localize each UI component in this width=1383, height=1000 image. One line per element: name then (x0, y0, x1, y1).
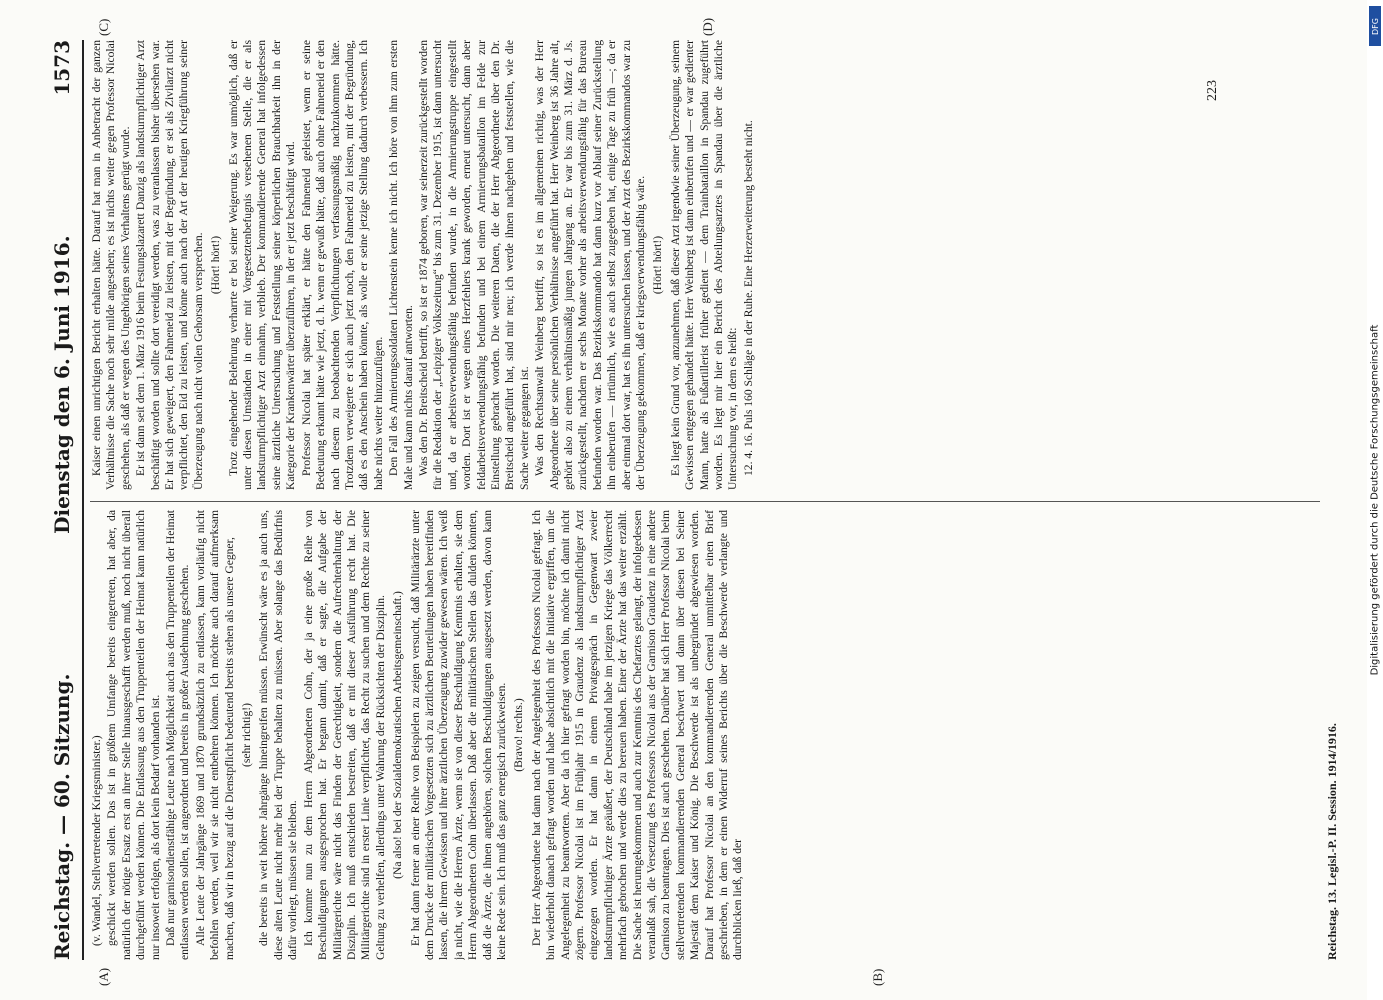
column-marker-b: (B) (870, 968, 885, 986)
paragraph: geschickt werden sollen. Das ist in größtem Umfange bereits eingetreten, hat aber, da natürlich der nötige Ersatz erst an ihrer Stelle hinausgeschafft werden muß, noch nicht überall durchgeführt werden können. Die Entlassung aus den Truppenteilen der Heimat kann natürlich nur insoweit erfolgen, als dort kein Bedarf vorhanden ist. (105, 510, 162, 960)
paragraph: Was den Rechtsanwalt Weinberg betrifft, so ist es im allgemeinen richtig, was der Herr Abgeordnete über seine persönlichen Verhältnisse angeführt hat. Herr Weinberg ist 36 Jahre alt, gehört also zu einem verhältnismäßig jungen Jahrgang an. Er war bis zum 31. März d. Js. zurückgestellt, nachdem er sechs Monate vorher als arbeitsverwendungsfähig für das Bureau befunden worden war. Das Bezirkskommando hat dann kurz vor Ablauf seiner Zurückstellung ihn einberufen — irrtümlich, wie es auch selbst zugegeben hat, einige Tage zu früh —; da er aber einmal dort war, hat es ihn untersuchen lassen, und der Arzt des Bezirkskommandos war zu der Überzeugung gekommen, daß er kriegsverwendungsfähig wäre. (533, 40, 648, 490)
paragraph: die bereits in weit höhere Jahrgänge hineingreifen müssen. Erwünscht wäre es ja auch uns, diese alten Leute nicht mehr bei der Truppe behalten zu müssen. Aber solange das Bedürfnis dafür vorliegt, müssen sie bleiben. (257, 510, 300, 960)
interjection: (sehr richtig!) (240, 702, 254, 768)
header-left: Reichstag. — 60. Sitzung. (50, 673, 74, 960)
interjection: (Hört! hört!) (209, 235, 223, 295)
page-header (20, 40, 84, 960)
quote: 12. 4. 16. Puls 160 Schläge in der Ruhe. Eine Herzerweiterung besteht nicht. (741, 120, 755, 476)
paragraph: Trotz eingehender Belehrung verharrte er bei seiner Weigerung. Es war unmöglich, daß er unter diesen Umständen in einer mit Vorgesetztenbefugnis versehenen Stelle, die er als landsturmpflichtiger Arzt einnahm, verblieb. Der kommandierende General hat infolgedessen seine ärztliche Untersuchung und Feststellung seiner körperlichen Brauchbarkeit ihn in der Kategorie der Krankenwärter überzuführen, in der er jetzt beschäftigt wird. (226, 40, 298, 490)
page-footer: Reichstag. 13. Legisl.-P. II. Session. 1914/1916. (1325, 723, 1339, 960)
paragraph: Den Fall des Armierungssoldaten Lichtenstein kenne ich nicht. Ich höre von ihm zum ersten Male und kann nichts darauf antworten. (387, 40, 415, 490)
sheet-number: 223 (1205, 80, 1220, 101)
paragraph: (v. Wandel, Stellvertretender Kriegsminister.) (90, 735, 103, 946)
column-divider (90, 501, 1320, 502)
interjection: (Hört! hört!) (651, 235, 665, 295)
paragraph: Daß nur garnisondienstfähige Leute nach Möglichkeit auch aus den Truppenteilen der Heimat entlassen werden sollen, ist angeordnet und bereits in großer Ausdehnung geschehen. (164, 510, 192, 960)
paragraph: Ich komme nun zu dem Herrn Abgeordneten Cohn, der ja eine große Reihe von Beschuldigungen ausgesprochen hat. Er begann damit, daß er sagte, die Aufgabe der Militärgerichte wäre nicht das Finden der Gerechtigkeit, sondern die Aufrechterhaltung der Disziplin. Ich muß entschieden bestreiten, daß er mit dieser Ausführung recht hat. Die Militärgerichte sind in erster Linie verpflichtet, das Recht zu suchen und dem Rechte zu seiner Geltung zu verhelfen, allerdings unter Wahrung der Rücksichten der Disziplin. (301, 510, 387, 960)
column-marker-c: (C) (96, 18, 111, 36)
interjection: (Na also! bei der Sozialdemokratischen Arbeitsgemeinschaft.) (391, 591, 405, 879)
paragraph: Alle Leute der Jahrgänge 1869 und 1870 grundsätzlich zu entlassen, kann vorläufig nicht befohlen werden, weil wir sie nicht entbehren können. Ich möchte auch darauf aufmerksam machen, daß wir in bezug auf die Dienstpflicht bedeutend bereits stehen als unsere Gegner, (193, 510, 236, 960)
paragraph: Er ist dann seit dem 1. März 1916 beim Festungslazarett Danzig als landsturmpflichtiger Arzt beschäftigt worden und sollte dort vereidigt werden, was zu veranlassen bisher übersehen war. Er hat sich geweigert, den Fahneneid zu leisten, mit der Begründung, er sei als Zivilarzt nicht verpflichtet, den Eid zu leisten, und könne auch nach der Art der heutigen Kriegführung seiner Überzeugung nach nicht vollen Gehorsam versprechen. (134, 40, 205, 490)
paragraph: Er hat dann ferner an einer Reihe von Beispielen zu zeigen versucht, daß Militärärzte unter dem Drucke der militärischen Vorgesetzten sich zu ärztlichen Beurteilungen haben bereitfinden lassen, die ihrem Gewissen und ihrer ärztlichen Überzeugung zuwider gewesen wären. Ich weiß ja nicht, wie die Herren Ärzte, wenn sie von dieser Beschuldigung Kenntnis erhalten, sie dem Herrn Abgeordneten Cohn überlassen. Daß aber die militärischen Stellen das dulden könnten, daß die Ärzte, die ihnen angehören, solchen Beschuldigungen ausgesetzt werden, davon kann keine Rede sein. Ich muß das ganz energisch zurückweisen. (408, 510, 508, 960)
header-date: Dienstag den 6. Juni 1916. (50, 235, 74, 534)
paragraph: Was den Dr. Breitscheid betrifft, so ist er 1874 geboren, war seinerzeit zurückgestellt worden für die Redaktion der „Leipziger Volkszeitung“ bis zum 31. Dezember 1915, ist dann untersucht und, da er arbeitsverwendungsfähig befunden wurde, in die Armierungstruppe eingestellt worden. Dort ist er wegen eines Herzfehlers krank geworden, erneut untersucht, dann aber feldarbeitsverwendungsfähig befunden und bei einem Armierungsbataillon im Felde zur Einstellung gebracht worden. Die weiteren Daten, die der Herr Abgeordnete über den Dr. Breitscheid angeführt hat, sind mir neu; ich werde ihnen nachgehen und feststellen, wie die Sache weiter gegangen ist. (416, 40, 531, 490)
paragraph: Kaiser einen unrichtigen Bericht erhalten hätte. Darauf hat man in Anbetracht der ganzen Verhältnisse die Sache noch sehr milde angesehen; es ist nichts weiter gegen Professor Nicolai geschehen, als daß er wegen des Ungehörigen seines Verhaltens gerügt wurde. (90, 40, 132, 490)
column-marker-d: (D) (700, 17, 715, 36)
paragraph: Der Herr Abgeordnete hat dann nach der Angelegenheit des Professors Nicolai gefragt. Ich bin wiederholt danach gefragt worden und habe absichtlich mit die Initiative ergriffen, um die Angelegenheit zu beantworten. Aber da ich hier gefragt worden bin, möchte ich damit nicht zögern. Professor Nicolai ist im Frühjahr 1915 in Graudenz als landsturmpflichtiger Arzt eingezogen worden. Er hat dann in einem Privatgespräch in Gegenwart zweier landsturmpflichtiger Ärzte geäußert, der Deutschland habe im jetzigen Kriege das Völkerrecht mehrfach gebrochen und werde dies zu bereuen haben. Einer der Ärzte hat das weiter erzählt. Die Sache ist herumgekommen und auch zur Kenntnis des Chefarztes gelangt, der infolgedessen veranlaßt sah, die Versetzung des Professors Nicolai aus der Garnison Graudenz in eine andere Garnison zu beantragen. Dies ist auch geschehen. Darüber hat sich Herr Professor Nicolai beim stellvertretenden kommandierenden General beschwert und dann über diesen bei Seiner Majestät dem Kaiser und König. Die Beschwerde ist als unbegründet abgewiesen worden. Darauf hat Professor Nicolai an den kommandierenden General unmittelbar einen Brief geschrieben, in dem er einen Widerruf seines Berichts über die Beschwerde verlangte und durchblicken ließ, daß der (529, 510, 745, 960)
column-marker-a: (A) (96, 967, 111, 986)
paragraph: Es liegt kein Grund vor, anzunehmen, daß dieser Arzt irgendwie seiner Überzeugung, seinem Gewissen entgegen gehandelt hätte. Herr Weinberg ist dann einberufen und — er war gedienter Mann, hatte als Fußartillerist früher gedient — dem Trainbataillon in Spandau zugeführt worden. Es liegt mir hier ein Bericht des Abteilungsarztes in Spandau über die ärztliche Untersuchung vor, in dem es heißt: (668, 40, 740, 490)
interjection: (Bravo! rechts.) (512, 698, 526, 772)
dfg-credit-text-wrap (1367, 0, 1383, 1000)
paragraph: Professor Nicolai hat später erklärt, er hätte den Fahneneid geleistet, wenn er seine Bedeutung erkannt hätte wie jetzt, d. h. wenn er gewußt hätte, daß auch ohne Fahneneid er den nach diesem zu beobachtenden Verpflichtungen verfassungsmäßig nachzukommen hätte. Trotzdem verweigerte er sich auch jetzt noch, den Fahneneid zu leisten, mit der Begründung, daß es den Anschein haben könnte, als wolle er seine jetzige Stellung dadurch verbessern. Ich habe nichts weiter hinzuzufügen. (299, 40, 385, 490)
dfg-credit-strip (1367, 0, 1383, 1000)
left-column (90, 510, 1320, 960)
dfg-credit-text: Digitalisierung gefördert durch die Deutsche Forschungsgemeinschaft (1369, 324, 1381, 676)
header-page-number: 1573 (50, 40, 74, 96)
dfg-logo: DFG (1369, 6, 1381, 46)
right-column (90, 40, 1180, 490)
